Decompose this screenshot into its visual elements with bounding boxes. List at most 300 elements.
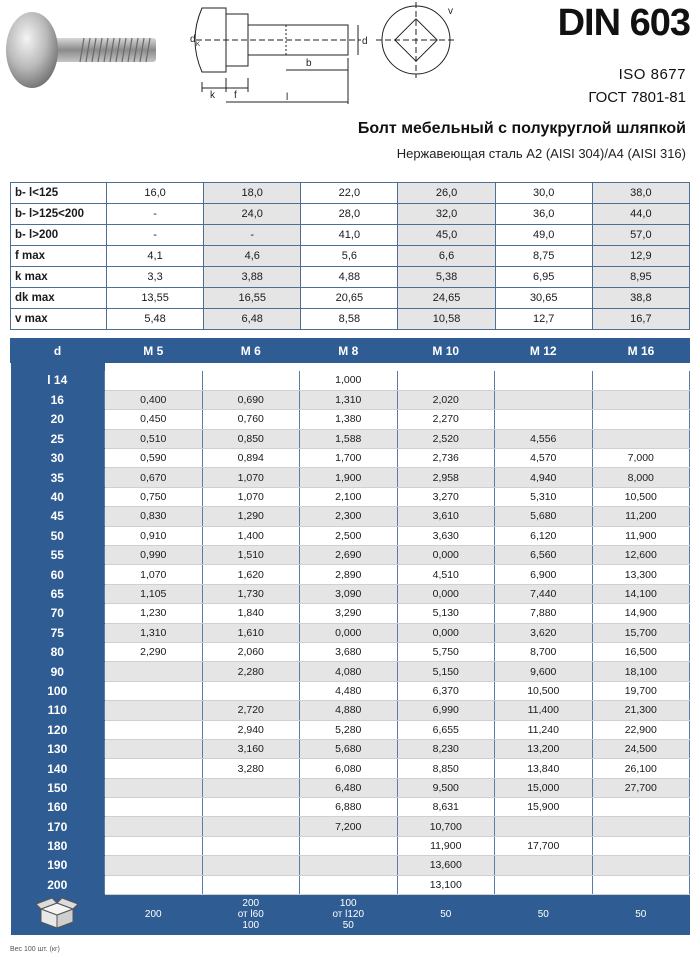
packaging-icon-cell bbox=[11, 895, 105, 935]
length-cell: 65 bbox=[11, 584, 105, 603]
weight-cell: 2,060 bbox=[202, 642, 300, 661]
weight-cell: 13,300 bbox=[592, 565, 690, 584]
length-cell: 45 bbox=[11, 507, 105, 526]
dimension-cell: 41,0 bbox=[301, 225, 398, 246]
length-cell: 20 bbox=[11, 410, 105, 429]
table-row bbox=[11, 720, 690, 739]
packaging-cell bbox=[495, 895, 593, 935]
weight-cell: 6,480 bbox=[300, 778, 398, 797]
weight-cell bbox=[300, 836, 398, 855]
label-k: k bbox=[210, 90, 215, 101]
packaging-cell bbox=[300, 895, 398, 935]
length-cell: 100 bbox=[11, 681, 105, 700]
table-row bbox=[11, 410, 690, 429]
weight-cell: 0,830 bbox=[105, 507, 203, 526]
weight-cell: 2,300 bbox=[300, 507, 398, 526]
length-cell: 75 bbox=[11, 623, 105, 642]
weight-cell bbox=[592, 817, 690, 836]
spacer-cell bbox=[495, 363, 593, 371]
weight-cell: 13,600 bbox=[397, 856, 495, 875]
weight-cell: 5,150 bbox=[397, 662, 495, 681]
length-cell: 55 bbox=[11, 546, 105, 565]
header-size: M 16 bbox=[592, 338, 690, 363]
weight-cell: 4,880 bbox=[300, 701, 398, 720]
weight-cell bbox=[592, 836, 690, 855]
weight-cell bbox=[592, 856, 690, 875]
weight-cell: 2,100 bbox=[300, 487, 398, 506]
length-cell: 40 bbox=[11, 487, 105, 506]
weight-cell: 1,290 bbox=[202, 507, 300, 526]
weight-cell bbox=[592, 875, 690, 894]
dimension-cell: 13,55 bbox=[107, 288, 204, 309]
weight-cell: 8,000 bbox=[592, 468, 690, 487]
weight-cell: 0,990 bbox=[105, 546, 203, 565]
dimension-cell: 6,95 bbox=[495, 267, 592, 288]
weight-cell bbox=[105, 836, 203, 855]
dimension-cell: 24,0 bbox=[204, 204, 301, 225]
weight-cell: 2,500 bbox=[300, 526, 398, 545]
weight-cell: 19,700 bbox=[592, 681, 690, 700]
dimension-cell: 32,0 bbox=[398, 204, 495, 225]
weight-cell: 4,480 bbox=[300, 681, 398, 700]
table-row bbox=[11, 817, 690, 836]
weight-cell: 0,894 bbox=[202, 449, 300, 468]
product-title: Болт мебельный с полукруглой шляпкой bbox=[357, 120, 686, 137]
header-size: M 10 bbox=[397, 338, 495, 363]
dimension-cell: 36,0 bbox=[495, 204, 592, 225]
weight-cell: 0,000 bbox=[397, 546, 495, 565]
weight-cell bbox=[105, 681, 203, 700]
weight-cell bbox=[202, 371, 300, 390]
header-size: M 5 bbox=[105, 338, 203, 363]
weight-cell: 11,200 bbox=[592, 507, 690, 526]
label-dk: d bbox=[190, 34, 196, 45]
packaging-line: от l60 bbox=[237, 909, 264, 921]
label-l: l bbox=[286, 92, 289, 103]
dimension-cell: - bbox=[107, 225, 204, 246]
dimension-cell: 4,6 bbox=[204, 246, 301, 267]
table-row bbox=[11, 371, 690, 390]
weight-cell: 0,910 bbox=[105, 526, 203, 545]
footnote: Вес 100 шт. (кг) bbox=[10, 946, 60, 953]
weight-cell: 1,070 bbox=[105, 565, 203, 584]
packaging-row bbox=[11, 895, 690, 935]
weight-cell: 2,958 bbox=[397, 468, 495, 487]
weight-cell: 6,080 bbox=[300, 759, 398, 778]
length-cell: 30 bbox=[11, 449, 105, 468]
length-cell: 90 bbox=[11, 662, 105, 681]
weight-cell bbox=[300, 856, 398, 875]
weight-cell: 1,380 bbox=[300, 410, 398, 429]
dimension-cell: 44,0 bbox=[592, 204, 689, 225]
weight-cell: 6,900 bbox=[495, 565, 593, 584]
weight-cell: 11,900 bbox=[397, 836, 495, 855]
dimension-label: b- l>200 bbox=[11, 225, 107, 246]
dimension-cell: 57,0 bbox=[592, 225, 689, 246]
length-cell: 16 bbox=[11, 390, 105, 409]
weight-cell bbox=[300, 875, 398, 894]
weight-cell: 5,750 bbox=[397, 642, 495, 661]
weight-cell bbox=[592, 429, 690, 448]
bolt-photo bbox=[4, 4, 164, 94]
table-row bbox=[11, 546, 690, 565]
weight-cell: 5,130 bbox=[397, 604, 495, 623]
weight-cell: 15,900 bbox=[495, 798, 593, 817]
length-cell: 170 bbox=[11, 817, 105, 836]
weight-cell: 13,840 bbox=[495, 759, 593, 778]
table-row bbox=[11, 429, 690, 448]
dimension-row bbox=[11, 204, 690, 225]
weight-cell: 3,090 bbox=[300, 584, 398, 603]
dimension-cell: 6,6 bbox=[398, 246, 495, 267]
dimension-row bbox=[11, 309, 690, 330]
standard-title: DIN 603 bbox=[557, 2, 690, 44]
weight-cell: 0,670 bbox=[105, 468, 203, 487]
weight-cell bbox=[105, 817, 203, 836]
dimension-cell: 12,7 bbox=[495, 309, 592, 330]
length-cell: 190 bbox=[11, 856, 105, 875]
dimension-row bbox=[11, 288, 690, 309]
table-row bbox=[11, 584, 690, 603]
dimension-cell: 20,65 bbox=[301, 288, 398, 309]
weight-cell bbox=[105, 720, 203, 739]
weight-cell bbox=[495, 371, 593, 390]
dimension-cell: 8,58 bbox=[301, 309, 398, 330]
packaging-line: 100 bbox=[242, 920, 260, 932]
weight-cell bbox=[592, 410, 690, 429]
weight-cell: 6,120 bbox=[495, 526, 593, 545]
dimension-cell: 30,0 bbox=[495, 183, 592, 204]
weight-cell bbox=[202, 856, 300, 875]
weight-cell: 17,700 bbox=[495, 836, 593, 855]
weight-cell bbox=[202, 681, 300, 700]
weight-cell: 10,500 bbox=[592, 487, 690, 506]
weight-cell: 9,600 bbox=[495, 662, 593, 681]
dimension-cell: 5,38 bbox=[398, 267, 495, 288]
packaging-line: 50 bbox=[440, 909, 452, 921]
table-row bbox=[11, 798, 690, 817]
packaging-line: 50 bbox=[635, 909, 647, 921]
weight-cell: 1,510 bbox=[202, 546, 300, 565]
weight-cell: 2,280 bbox=[202, 662, 300, 681]
weight-cell: 7,880 bbox=[495, 604, 593, 623]
weight-cell: 10,700 bbox=[397, 817, 495, 836]
weight-cell: 7,000 bbox=[592, 449, 690, 468]
weight-cell: 3,630 bbox=[397, 526, 495, 545]
packaging-cell bbox=[105, 895, 203, 935]
weight-cell bbox=[105, 798, 203, 817]
spacer-cell bbox=[105, 363, 203, 371]
length-cell: 130 bbox=[11, 739, 105, 758]
table-row bbox=[11, 507, 690, 526]
weight-cell: 6,880 bbox=[300, 798, 398, 817]
table-row bbox=[11, 875, 690, 894]
weight-cell: 3,270 bbox=[397, 487, 495, 506]
dimension-cell: - bbox=[204, 225, 301, 246]
weight-cell: 1,070 bbox=[202, 487, 300, 506]
weight-cell: 21,300 bbox=[592, 701, 690, 720]
weight-cell: 4,080 bbox=[300, 662, 398, 681]
dimension-cell: 45,0 bbox=[398, 225, 495, 246]
weight-cell: 9,500 bbox=[397, 778, 495, 797]
dimension-label: k max bbox=[11, 267, 107, 288]
weight-cell: 13,200 bbox=[495, 739, 593, 758]
dimension-cell: 22,0 bbox=[301, 183, 398, 204]
table-row bbox=[11, 604, 690, 623]
weight-cell: 8,230 bbox=[397, 739, 495, 758]
table-row bbox=[11, 701, 690, 720]
packaging-line: 200 bbox=[242, 898, 260, 910]
length-cell: 180 bbox=[11, 836, 105, 855]
weight-cell: 13,100 bbox=[397, 875, 495, 894]
length-cell: 25 bbox=[11, 429, 105, 448]
weight-cell: 27,700 bbox=[592, 778, 690, 797]
dimension-cell: 26,0 bbox=[398, 183, 495, 204]
weight-cell: 2,720 bbox=[202, 701, 300, 720]
weight-cell: 0,760 bbox=[202, 410, 300, 429]
weight-cell: 4,556 bbox=[495, 429, 593, 448]
iso-standard: ISO 8677 bbox=[618, 66, 686, 83]
dimension-cell: - bbox=[107, 204, 204, 225]
weight-cell bbox=[495, 390, 593, 409]
table-row bbox=[11, 739, 690, 758]
weight-cell: 5,310 bbox=[495, 487, 593, 506]
product-subtitle: Нержавеющая сталь A2 (AISI 304)/A4 (AISI 316) bbox=[396, 146, 686, 161]
weight-cell: 6,370 bbox=[397, 681, 495, 700]
weight-cell bbox=[202, 817, 300, 836]
bolt-drawing bbox=[186, 0, 476, 110]
spacer-cell bbox=[397, 363, 495, 371]
weight-cell: 8,631 bbox=[397, 798, 495, 817]
dimensions-table bbox=[10, 182, 690, 330]
weight-cell: 5,680 bbox=[300, 739, 398, 758]
table-row bbox=[11, 681, 690, 700]
packaging-line: от l120 bbox=[332, 909, 365, 921]
weight-cell: 1,730 bbox=[202, 584, 300, 603]
table-row bbox=[11, 468, 690, 487]
weight-cell: 1,610 bbox=[202, 623, 300, 642]
weight-cell: 0,400 bbox=[105, 390, 203, 409]
table-row bbox=[11, 487, 690, 506]
weight-cell: 7,440 bbox=[495, 584, 593, 603]
weight-cell: 6,990 bbox=[397, 701, 495, 720]
length-cell: 160 bbox=[11, 798, 105, 817]
weight-cell: 0,690 bbox=[202, 390, 300, 409]
dimension-label: b- l>125<200 bbox=[11, 204, 107, 225]
table-row bbox=[11, 778, 690, 797]
dimension-label: f max bbox=[11, 246, 107, 267]
weight-cell: 0,850 bbox=[202, 429, 300, 448]
label-dk-sub: K bbox=[196, 42, 201, 48]
length-cell: 120 bbox=[11, 720, 105, 739]
gost-standard: ГОСТ 7801-81 bbox=[588, 89, 686, 106]
label-f: f bbox=[234, 90, 237, 101]
weight-cell bbox=[202, 778, 300, 797]
weight-cell: 2,890 bbox=[300, 565, 398, 584]
table-row bbox=[11, 642, 690, 661]
dimension-cell: 38,0 bbox=[592, 183, 689, 204]
table-row bbox=[11, 390, 690, 409]
dimension-cell: 16,0 bbox=[107, 183, 204, 204]
weight-cell: 0,000 bbox=[397, 584, 495, 603]
weight-cell: 24,500 bbox=[592, 739, 690, 758]
box-icon bbox=[35, 897, 79, 929]
weight-cell: 1,105 bbox=[105, 584, 203, 603]
table-row bbox=[11, 623, 690, 642]
weight-cell: 1,230 bbox=[105, 604, 203, 623]
weight-cell: 1,000 bbox=[300, 371, 398, 390]
header-size: M 8 bbox=[300, 338, 398, 363]
weight-cell: 3,280 bbox=[202, 759, 300, 778]
dimension-cell: 4,1 bbox=[107, 246, 204, 267]
header-size: M 6 bbox=[202, 338, 300, 363]
weight-cell: 0,000 bbox=[397, 623, 495, 642]
weight-cell: 2,020 bbox=[397, 390, 495, 409]
weight-cell: 0,510 bbox=[105, 429, 203, 448]
packaging-cell bbox=[397, 895, 495, 935]
weight-cell: 1,700 bbox=[300, 449, 398, 468]
length-cell: 35 bbox=[11, 468, 105, 487]
packaging-cell bbox=[592, 895, 690, 935]
dimension-label: v max bbox=[11, 309, 107, 330]
dimension-cell: 16,7 bbox=[592, 309, 689, 330]
length-cell: 150 bbox=[11, 778, 105, 797]
dimension-cell: 28,0 bbox=[301, 204, 398, 225]
table-row bbox=[11, 856, 690, 875]
weight-cell: 2,290 bbox=[105, 642, 203, 661]
weight-cell: 1,840 bbox=[202, 604, 300, 623]
dimension-cell: 3,3 bbox=[107, 267, 204, 288]
length-cell: l 14 bbox=[11, 371, 105, 390]
label-d: d bbox=[362, 36, 368, 47]
dimension-row bbox=[11, 225, 690, 246]
weight-cell bbox=[202, 875, 300, 894]
table-row bbox=[11, 449, 690, 468]
weight-cell: 11,240 bbox=[495, 720, 593, 739]
dimension-cell: 24,65 bbox=[398, 288, 495, 309]
weight-cell: 22,900 bbox=[592, 720, 690, 739]
weight-cell: 0,590 bbox=[105, 449, 203, 468]
weight-cell: 8,850 bbox=[397, 759, 495, 778]
weight-cell: 15,700 bbox=[592, 623, 690, 642]
dimension-cell: 8,95 bbox=[592, 267, 689, 288]
weight-cell bbox=[592, 390, 690, 409]
weight-cell bbox=[105, 875, 203, 894]
weight-cell: 6,655 bbox=[397, 720, 495, 739]
dimension-label: dk max bbox=[11, 288, 107, 309]
header-size: M 12 bbox=[495, 338, 593, 363]
weight-cell: 5,680 bbox=[495, 507, 593, 526]
weight-cell: 14,100 bbox=[592, 584, 690, 603]
spacer-cell bbox=[300, 363, 398, 371]
weight-cell: 3,290 bbox=[300, 604, 398, 623]
length-cell: 140 bbox=[11, 759, 105, 778]
weight-cell bbox=[105, 856, 203, 875]
weight-cell bbox=[495, 817, 593, 836]
weight-cell bbox=[495, 410, 593, 429]
length-cell: 70 bbox=[11, 604, 105, 623]
length-cell: 50 bbox=[11, 526, 105, 545]
dimension-cell: 18,0 bbox=[204, 183, 301, 204]
weight-cell: 8,700 bbox=[495, 642, 593, 661]
header-d: d bbox=[11, 338, 105, 363]
weight-cell: 1,588 bbox=[300, 429, 398, 448]
weight-cell: 2,940 bbox=[202, 720, 300, 739]
weight-cell: 1,070 bbox=[202, 468, 300, 487]
table-row bbox=[11, 565, 690, 584]
weight-cell bbox=[495, 856, 593, 875]
table-row bbox=[11, 759, 690, 778]
length-cell: 60 bbox=[11, 565, 105, 584]
weight-cell bbox=[105, 662, 203, 681]
dimension-cell: 10,58 bbox=[398, 309, 495, 330]
weight-cell: 4,570 bbox=[495, 449, 593, 468]
weight-cell bbox=[397, 371, 495, 390]
weight-cell: 1,310 bbox=[105, 623, 203, 642]
packaging-line: 200 bbox=[144, 909, 162, 921]
table-row bbox=[11, 526, 690, 545]
weight-cell bbox=[105, 371, 203, 390]
weight-cell: 11,400 bbox=[495, 701, 593, 720]
dimension-cell: 6,48 bbox=[204, 309, 301, 330]
weight-cell: 3,610 bbox=[397, 507, 495, 526]
header bbox=[0, 0, 700, 175]
label-v: v bbox=[448, 6, 453, 17]
weight-cell: 0,450 bbox=[105, 410, 203, 429]
weight-cell: 4,510 bbox=[397, 565, 495, 584]
label-b: b bbox=[306, 58, 312, 69]
weight-cell: 3,160 bbox=[202, 739, 300, 758]
length-cell: 200 bbox=[11, 875, 105, 894]
dimension-row bbox=[11, 246, 690, 267]
weight-cell bbox=[105, 759, 203, 778]
weight-cell: 3,680 bbox=[300, 642, 398, 661]
weight-cell: 26,100 bbox=[592, 759, 690, 778]
weight-cell: 3,620 bbox=[495, 623, 593, 642]
weight-cell: 12,600 bbox=[592, 546, 690, 565]
spacer-cell bbox=[202, 363, 300, 371]
weight-table bbox=[10, 338, 690, 935]
weight-cell: 0,750 bbox=[105, 487, 203, 506]
weight-cell: 14,900 bbox=[592, 604, 690, 623]
dimension-cell: 30,65 bbox=[495, 288, 592, 309]
spacer-cell bbox=[11, 363, 105, 371]
weight-cell: 5,280 bbox=[300, 720, 398, 739]
weight-cell: 1,400 bbox=[202, 526, 300, 545]
weight-cell bbox=[495, 875, 593, 894]
weight-cell: 1,620 bbox=[202, 565, 300, 584]
packaging-line: 50 bbox=[342, 920, 354, 932]
weight-cell: 0,000 bbox=[300, 623, 398, 642]
weight-cell: 16,500 bbox=[592, 642, 690, 661]
weight-cell bbox=[105, 739, 203, 758]
dimension-row bbox=[11, 183, 690, 204]
weight-cell: 2,736 bbox=[397, 449, 495, 468]
weight-cell: 2,690 bbox=[300, 546, 398, 565]
dimension-row bbox=[11, 267, 690, 288]
packaging-cell bbox=[202, 895, 300, 935]
weight-cell bbox=[105, 701, 203, 720]
dimension-cell: 49,0 bbox=[495, 225, 592, 246]
weight-cell: 1,310 bbox=[300, 390, 398, 409]
dimension-cell: 5,48 bbox=[107, 309, 204, 330]
dimension-cell: 4,88 bbox=[301, 267, 398, 288]
packaging-line: 100 bbox=[339, 898, 357, 910]
weight-cell: 18,100 bbox=[592, 662, 690, 681]
dimension-cell: 8,75 bbox=[495, 246, 592, 267]
weight-cell bbox=[105, 778, 203, 797]
table-row bbox=[11, 662, 690, 681]
